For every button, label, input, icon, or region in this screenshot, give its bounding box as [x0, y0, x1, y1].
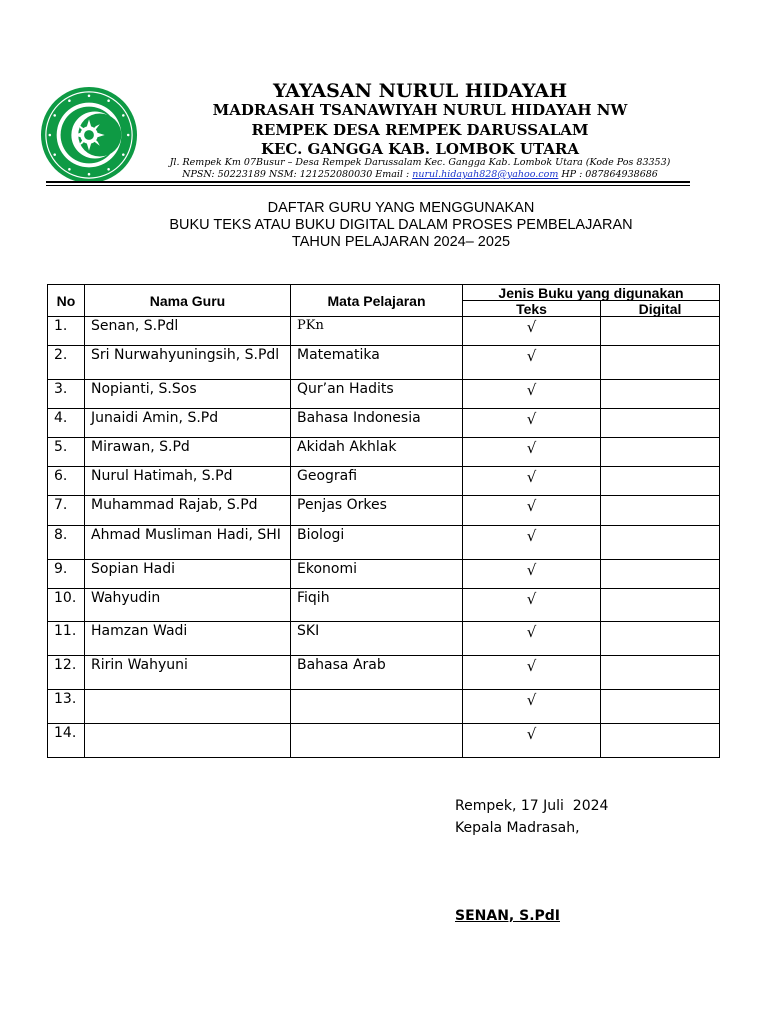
- row-number: 12.: [48, 656, 85, 690]
- place-date: Rempek, 17 Juli 2024: [455, 798, 609, 814]
- text-check: √: [463, 724, 601, 758]
- digital-check: [601, 690, 720, 724]
- subject-name: [291, 724, 463, 758]
- text-check: √: [463, 622, 601, 656]
- subject-name: [291, 690, 463, 724]
- row-number: 1.: [48, 317, 85, 346]
- signer-name: SENAN, S.PdI: [455, 908, 560, 924]
- address-line: Jl. Rempek Km 07Busur – Desa Rempek Darussalam Kec. Gangga Kab. Lombok Utara (Kode Pos 83353): [169, 157, 671, 168]
- teacher-name: Senan, S.Pdl: [85, 317, 291, 346]
- teacher-name: Junaidi Amin, S.Pd: [85, 409, 291, 438]
- subject-name: Qur’an Hadits: [291, 380, 463, 409]
- teacher-name: Wahyudin: [85, 589, 291, 622]
- subject-name: Penjas Orkes: [291, 496, 463, 526]
- table-row: [48, 526, 720, 560]
- teacher-name: [85, 690, 291, 724]
- text-check: √: [463, 690, 601, 724]
- row-number: 2.: [48, 346, 85, 380]
- subject-name: Biologi: [291, 526, 463, 560]
- district-name: KEC. GANGGA KAB. LOMBOK UTARA: [260, 140, 580, 158]
- table-row: [48, 380, 720, 409]
- subject-name: Fiqih: [291, 589, 463, 622]
- phone-text: HP : 087864938686: [561, 169, 658, 180]
- school-name: MADRASAH TSANAWIYAH NURUL HIDAYAH NW: [212, 101, 628, 119]
- text-check: √: [463, 560, 601, 589]
- digital-check: [601, 496, 720, 526]
- teacher-name: Ririn Wahyuni: [85, 656, 291, 690]
- header-name: Nama Guru: [85, 285, 291, 317]
- text-check: √: [463, 409, 601, 438]
- table-row: [48, 317, 720, 346]
- row-number: 11.: [48, 622, 85, 656]
- teacher-name: Nurul Hatimah, S.Pd: [85, 467, 291, 496]
- table-row: [48, 467, 720, 496]
- text-check: √: [463, 589, 601, 622]
- text-check: √: [463, 656, 601, 690]
- school-logo: [40, 86, 138, 184]
- header-book-type: Jenis Buku yang digunakan: [463, 285, 720, 301]
- subject-name: Matematika: [291, 346, 463, 380]
- text-check: √: [463, 380, 601, 409]
- header-subject: Mata Pelajaran: [291, 285, 463, 317]
- teacher-name: Ahmad Musliman Hadi, SHI: [85, 526, 291, 560]
- digital-check: [601, 526, 720, 560]
- digital-check: [601, 560, 720, 589]
- table-row: [48, 622, 720, 656]
- row-number: 8.: [48, 526, 85, 560]
- header-no: No: [48, 285, 85, 317]
- header-text: Teks: [463, 301, 601, 317]
- teacher-name: Sopian Hadi: [85, 560, 291, 589]
- digital-check: [601, 317, 720, 346]
- row-number: 3.: [48, 380, 85, 409]
- table-row: [48, 690, 720, 724]
- digital-check: [601, 724, 720, 758]
- text-check: √: [463, 526, 601, 560]
- row-number: 4.: [48, 409, 85, 438]
- digital-check: [601, 656, 720, 690]
- teacher-name: [85, 724, 291, 758]
- table-row: [48, 438, 720, 467]
- subject-name: Bahasa Arab: [291, 656, 463, 690]
- row-number: 14.: [48, 724, 85, 758]
- teacher-table: [47, 284, 720, 758]
- doc-title-line1: DAFTAR GURU YANG MENGGUNAKAN: [267, 200, 535, 216]
- subject-name: PKn: [291, 317, 463, 346]
- teacher-name: Sri Nurwahyuningsih, S.Pdl: [85, 346, 291, 380]
- header-divider-thin: [46, 185, 690, 186]
- subject-name: Geografi: [291, 467, 463, 496]
- table-body: [48, 317, 720, 758]
- header-divider: [46, 181, 690, 183]
- row-number: 7.: [48, 496, 85, 526]
- row-number: 10.: [48, 589, 85, 622]
- subject-name: SKI: [291, 622, 463, 656]
- subject-name: Akidah Akhlak: [291, 438, 463, 467]
- text-check: √: [463, 317, 601, 346]
- table-row: [48, 496, 720, 526]
- text-check: √: [463, 346, 601, 380]
- doc-title-line2: BUKU TEKS ATAU BUKU DIGITAL DALAM PROSES PEMBELAJARAN: [169, 217, 633, 233]
- teacher-name: Mirawan, S.Pd: [85, 438, 291, 467]
- teacher-name: Nopianti, S.Sos: [85, 380, 291, 409]
- teacher-name: Hamzan Wadi: [85, 622, 291, 656]
- digital-check: [601, 467, 720, 496]
- digital-check: [601, 409, 720, 438]
- row-number: 9.: [48, 560, 85, 589]
- digital-check: [601, 346, 720, 380]
- ids-text: NPSN: 50223189 NSM: 121252080030 Email :: [182, 169, 410, 180]
- digital-check: [601, 589, 720, 622]
- digital-check: [601, 622, 720, 656]
- table-row: [48, 724, 720, 758]
- row-number: 5.: [48, 438, 85, 467]
- foundation-name: YAYASAN NURUL HIDAYAH: [272, 80, 568, 102]
- table-row: [48, 560, 720, 589]
- row-number: 13.: [48, 690, 85, 724]
- doc-title-line3: TAHUN PELAJARAN 2024– 2025: [291, 234, 511, 250]
- text-check: √: [463, 496, 601, 526]
- email-link[interactable]: nurul.hidayah828@yahoo.com: [412, 169, 559, 180]
- teacher-name: Muhammad Rajab, S.Pd: [85, 496, 291, 526]
- table-row: [48, 346, 720, 380]
- subject-name: Bahasa Indonesia: [291, 409, 463, 438]
- contact-line: [140, 169, 700, 180]
- subject-name: Ekonomi: [291, 560, 463, 589]
- signature-block: [455, 795, 608, 839]
- row-number: 6.: [48, 467, 85, 496]
- header-digital: Digital: [601, 301, 720, 317]
- village-name: REMPEK DESA REMPEK DARUSSALAM: [251, 121, 589, 139]
- digital-check: [601, 380, 720, 409]
- table-row: [48, 589, 720, 622]
- text-check: √: [463, 467, 601, 496]
- table-row: [48, 409, 720, 438]
- digital-check: [601, 438, 720, 467]
- text-check: √: [463, 438, 601, 467]
- table-row: [48, 656, 720, 690]
- signer-position: Kepala Madrasah,: [455, 820, 580, 836]
